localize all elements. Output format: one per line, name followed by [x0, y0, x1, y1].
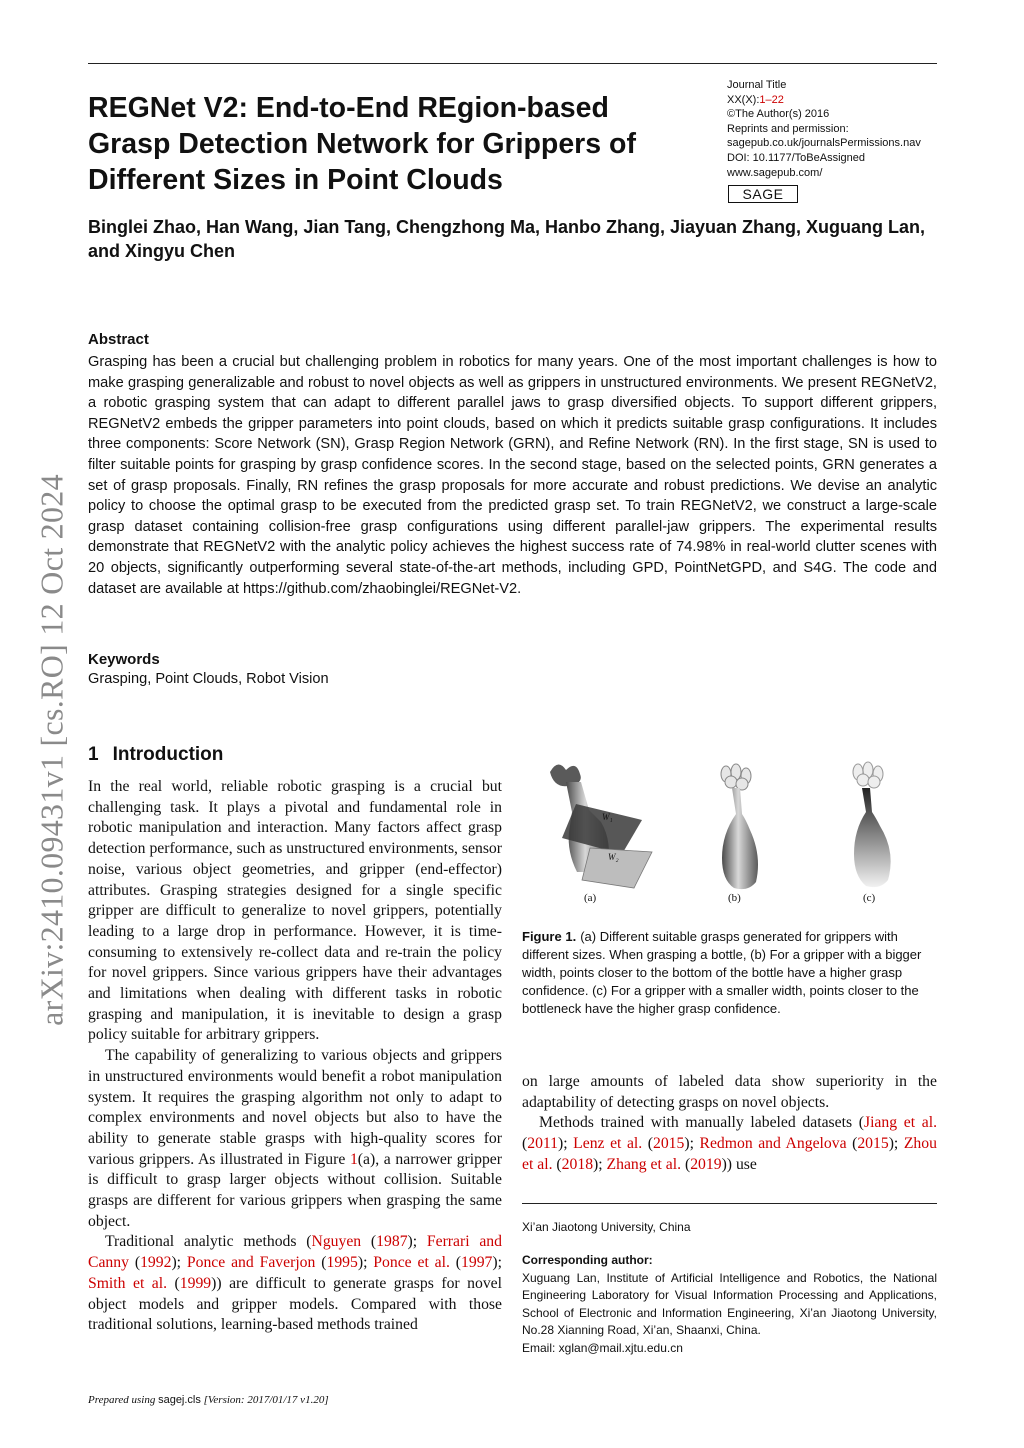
intro-paragraph-1: In the real world, reliable robotic grasping is a crucial but challenging task. It plays a pivotal and fundamental role in robotic manipulation and interaction. Many factors affect grasp detection performance, such as unstructured environments, sensor noise, various object geometries, and gripper (end-effector) attributes. Grasping strategies designed for a single specific gripper are difficult to generalize to novel grippers, potentially leading to a large drop in performance. However, it is time-consuming to extensively re-collect data and re-train the policy for novel grippers. Since various grippers have their advantages and limitations when dealing with different tasks in robotic grasping and manipulation, it is inevitable to design a grasp policy suitable for arbitrary grippers. — [88, 778, 502, 1044]
citation-year-link[interactable]: 2015 — [857, 1135, 889, 1153]
panel-b-graphic — [721, 764, 758, 889]
figure-1 — [522, 752, 937, 912]
citation-link[interactable]: Jiang et al. — [863, 1114, 937, 1132]
cls-name: sagej.cls — [158, 1394, 201, 1406]
abstract-text: Grasping has been a crucial but challenging problem in robotics for many years. One of the most important challenges is how to make grasping generalizable and robust to novel objects as well as grippers in unstructured environments. We present REGNetV2, a robotic grasping system that can adapt to different parallel jaws to grasp diversified objects. To support different grippers, REGNetV2 embeds the gripper parameters into point clouds, based on which it predicts suitable grasp configurations. It includes three components: Score Network (SN), Grasp Region Network (GRN), and Refine Network (RN). In the first stage, SN is used to filter suitable points for grasping by grasp confidence scores. In the second stage, based on the selected points, GRN generates a set of grasp proposals. Finally, RN refines the grasp proposals for more accurate and robust predictions. We devise an analytic policy to choose the optimal grasp to be executed from the predicted grasp set. To train REGNetV2, we construct a large-scale grasp dataset containing collision-free grasp configurations using different parallel-jaw grippers. The experimental results demonstrate that REGNetV2 with the analytic policy achieves the highest success rate of 74.98% in real-world clutter scenes with 20 objects, significantly outperforming several state-of-the-art methods, including GPD, PointNetGPD, and S4G. The code and dataset are available at https://github.com/zhaobinglei/REGNet-V2. — [88, 354, 937, 597]
section-heading — [88, 744, 223, 766]
citation-link[interactable]: Ponce et al. — [373, 1254, 450, 1272]
journal-name: Journal Title — [727, 79, 787, 91]
citation-year-link[interactable]: 2015 — [652, 1135, 685, 1153]
panel-b-label: (b) — [728, 892, 741, 904]
journal-copyright: ©The Author(s) 2016 — [727, 108, 830, 121]
section-number: 1 — [88, 744, 99, 765]
figure-ref-link[interactable]: 1 — [349, 1150, 358, 1168]
citation-link[interactable]: Redmon and Angelova — [699, 1135, 847, 1153]
label-w1: W₁ — [602, 812, 613, 822]
citation-link[interactable]: Zhou et al. — [522, 1135, 937, 1173]
abstract-heading: Abstract — [88, 331, 149, 348]
citation-year-link[interactable]: 1997 — [461, 1254, 493, 1272]
footnote-rule — [522, 1203, 937, 1204]
keywords-heading: Keywords — [88, 651, 160, 668]
citation-year-link[interactable]: 1992 — [140, 1254, 172, 1272]
citation-link[interactable]: Nguyen — [311, 1233, 362, 1251]
intro-paragraph-3: Traditional analytic methods (Nguyen (1987); Ferrari and Canny (1992); Ponce and Faverjon (1995); Ponce et al. (1997); Smith et al. (1999)) are difficult to generate grasps for novel object models and gripper models. Compared with those traditional solutions, learning-based methods trained — [88, 1233, 502, 1334]
citation-year-link[interactable]: 2011 — [527, 1135, 559, 1153]
caption-text: (a) Different suitable grasps generated for grippers with different sizes. When grasping a bottle, (b) For a gripper with a bigger width, points closer to the bottom of the bottle have a higher grasp confidence. (c) For a gripper with a smaller width, points closer to the bottleneck have the higher grasp confidence. — [522, 929, 922, 1016]
journal-permissions-url: sagepub.co.uk/journalsPermissions.nav — [727, 137, 921, 150]
corresponding-author: Xuguang Lan, Institute of Artificial Intelligence and Robotics, the National Engineering Laboratory for Visual Information Processing and Applications, School of Electronic and Information Engineering, Xi’an Jiaotong University, No.28 Xianning Road, Xi’an, Shaanxi, China. — [522, 1271, 937, 1338]
email[interactable]: Email: xglan@mail.xjtu.edu.cn — [522, 1341, 683, 1355]
right-paragraph-2: Methods trained with manually labeled datasets (Jiang et al. (2011); Lenz et al. (2015); Redmon and Angelova (2015); Zhou et al. (2018); Zhang et al. (2019)) use — [522, 1114, 937, 1173]
citation-link[interactable]: Ferrari and Canny — [88, 1233, 502, 1272]
panel-c-label: (c) — [863, 892, 876, 904]
panel-c-graphic — [853, 762, 891, 887]
right-column-text — [522, 1072, 937, 1176]
paper-title: REGNet V2: End-to-End REgion-based Grasp Detection Network for Grippers of Different Sizes in Point Clouds — [88, 92, 636, 196]
journal-doi: DOI: 10.1177/ToBeAssigned — [727, 151, 865, 164]
citation-year-link[interactable]: 2019 — [690, 1155, 722, 1173]
affiliation: Xi’an Jiaotong University, China — [522, 1220, 691, 1234]
journal-info — [727, 78, 947, 180]
citation-year-link[interactable]: 1995 — [326, 1254, 358, 1272]
arxiv-id: arXiv:2410.09431v1 [cs.RO] 12 Oct 2024 — [33, 474, 70, 1026]
citation-link[interactable]: Lenz et al. — [573, 1135, 643, 1153]
page-footer: Prepared using sagej.cls [Version: 2017/01/17 v1.20] — [88, 1394, 329, 1406]
journal-reprints: Reprints and permission: — [727, 122, 849, 135]
panel-a-label: (a) — [584, 892, 597, 904]
citation-link[interactable]: Smith et al. — [88, 1274, 168, 1292]
citation-link[interactable]: Ponce and Faverjon — [186, 1254, 316, 1272]
figure-1-graphic — [522, 752, 937, 912]
section-title: Introduction — [112, 744, 224, 765]
journal-pages-link[interactable]: 1–22 — [759, 93, 784, 106]
figure-1-caption — [522, 928, 937, 1018]
journal-site: www.sagepub.com/ — [727, 166, 823, 179]
caption-label: Figure 1. — [522, 929, 577, 944]
citation-year-link[interactable]: 1999 — [179, 1274, 212, 1292]
citation-link[interactable]: Zhang et al. — [606, 1155, 682, 1173]
citation-year-link[interactable]: 2018 — [561, 1155, 594, 1173]
sage-logo: SAGE — [728, 185, 798, 203]
left-column — [88, 777, 502, 1336]
label-w2: W₂ — [608, 852, 619, 862]
top-rule — [88, 63, 937, 64]
panel-a-graphic — [550, 764, 652, 888]
intro-paragraph-2: The capability of generalizing to various objects and grippers in unstructured environments would benefit a robot manipulation system. It requires the grasping algorithm not only to adapt to complex environments and novel objects but also to have the ability to generate stable grasps with high-quality scores for various grippers. As illustrated in Figure 1(a), a narrower gripper is difficult to grasp larger objects without collision. Suitable grasps are different for various grippers when grasping the same object. — [88, 1047, 502, 1230]
keywords-text: Grasping, Point Clouds, Robot Vision — [88, 671, 329, 687]
right-paragraph-1: on large amounts of labeled data show superiority in the adaptability of detecting grasps on novel objects. — [522, 1073, 937, 1111]
journal-volume: XX(X):1–22 — [727, 93, 784, 106]
citation-year-link[interactable]: 1987 — [376, 1233, 408, 1251]
author-list: Binglei Zhao, Han Wang, Jian Tang, Chengzhong Ma, Hanbo Zhang, Jiayuan Zhang, Xuguang Lan, and Xingyu Chen — [88, 217, 926, 261]
corresponding-heading: Corresponding author: — [522, 1253, 653, 1267]
